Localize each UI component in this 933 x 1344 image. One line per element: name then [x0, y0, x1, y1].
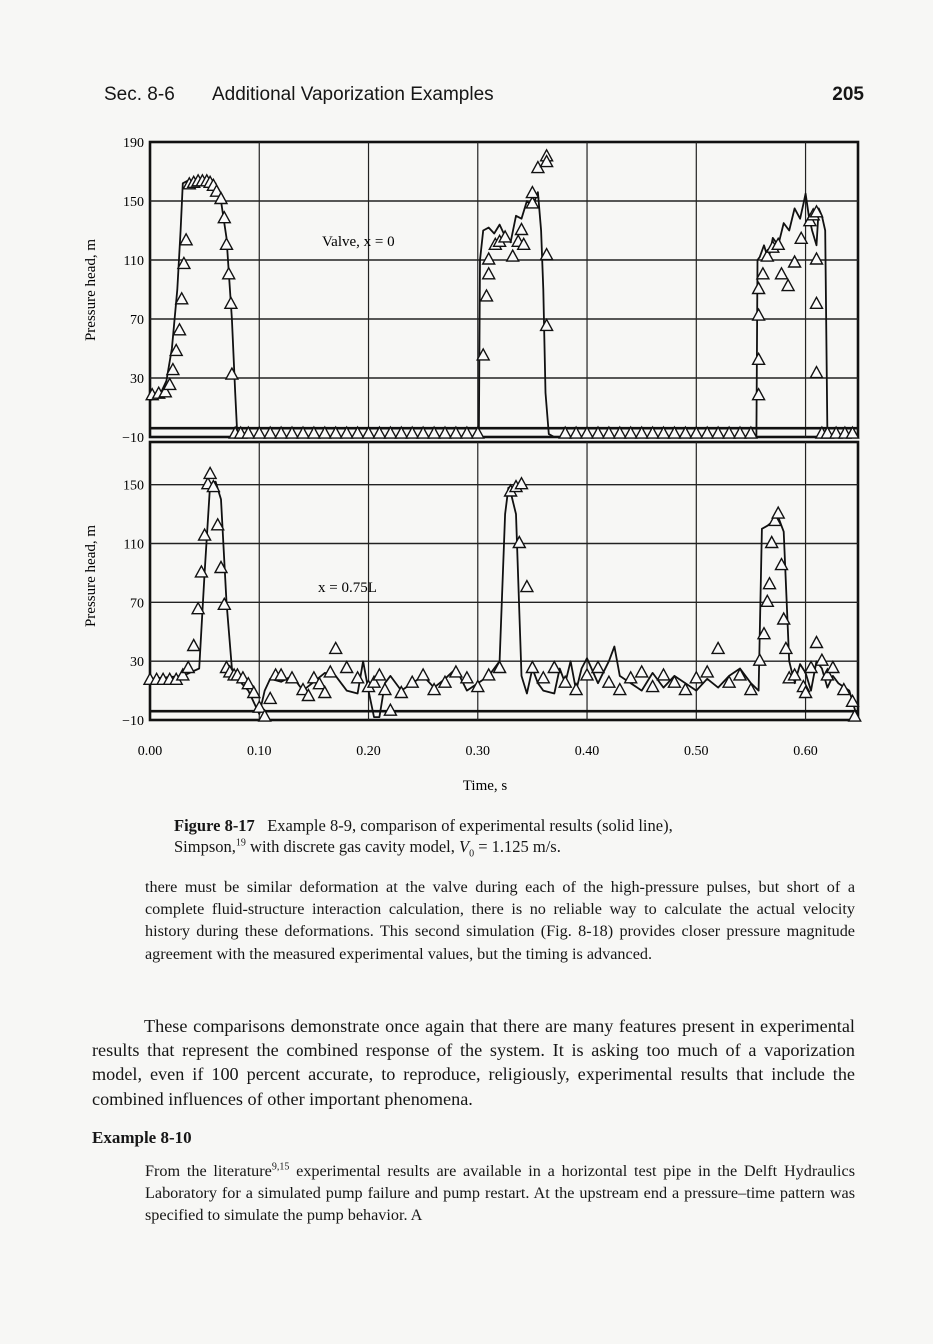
x-tick-label: 0.30 [465, 744, 491, 759]
upper-y-tick-label: 150 [123, 195, 144, 210]
lower-model-point [521, 581, 533, 592]
para3-text-b: experimental results are available in a horizontal test pipe in the Delft Hydraulics Laboratory for a simulated pump failure and pump restart. At the upstream end a pressure–time pattern was specified to simulate the pump behavior. A [145, 1162, 855, 1225]
upper-model-point [483, 253, 495, 264]
lower-model-point [188, 640, 200, 651]
body-paragraph-3 [145, 1160, 855, 1227]
x-tick-label: 0.40 [574, 744, 600, 759]
lower-model-point [603, 676, 615, 687]
x-axis-label: Time, s [462, 778, 508, 794]
example-heading: Example 8-10 [92, 1128, 192, 1147]
lower-model-point [537, 672, 549, 683]
page-number: 205 [832, 84, 864, 105]
lower-model-point [723, 676, 735, 687]
upper-panel-valve [122, 136, 858, 446]
caption-text-2a: Simpson, [174, 837, 236, 856]
upper-model-point [225, 297, 237, 308]
upper-model-point [789, 256, 801, 267]
x-tick-label: 0.50 [684, 744, 709, 759]
upper-y-tick-label: −10 [122, 431, 144, 446]
upper-plot-frame [150, 142, 858, 437]
upper-model-point [811, 297, 823, 308]
lower-model-point [712, 642, 724, 653]
upper-model-point [782, 280, 794, 291]
lower-model-point [754, 654, 766, 665]
upper-model-point [776, 268, 788, 279]
upper-model-point [221, 238, 233, 249]
lower-model-point [379, 684, 391, 695]
lower-model-point [199, 529, 211, 540]
lower-model-point [204, 467, 216, 478]
upper-model-point [516, 224, 528, 235]
upper-y-axis-label: Pressure head, m [83, 238, 99, 342]
upper-experimental-line [150, 180, 858, 437]
upper-model-point [481, 290, 493, 301]
figure-caption [174, 815, 734, 860]
upper-model-point [223, 268, 235, 279]
upper-model-point [526, 187, 538, 198]
upper-y-tick-label: 30 [130, 372, 144, 387]
upper-panel-annotation: Valve, x = 0 [322, 234, 395, 250]
body-paragraph-2: These comparisons demonstrate once again that there are many features present in experimental results that represent the combined response of the system. It is asking too much of a vaporization model, even if 100 percent accurate, to reproduce, religiously, experimental results that include the combined influences of other important phenomena. [92, 1016, 855, 1109]
upper-model-point [180, 234, 192, 245]
caption-variable-subscript: 0 [469, 848, 475, 860]
lower-model-point [592, 662, 604, 673]
upper-model-point [218, 212, 230, 223]
upper-model-point [483, 268, 495, 279]
caption-text-2b: with discrete gas cavity model, [245, 837, 459, 856]
upper-model-point [226, 368, 238, 379]
lower-model-point [182, 662, 194, 673]
lower-model-point [218, 598, 230, 609]
upper-model-point [541, 319, 553, 330]
lower-y-tick-label: 150 [123, 478, 144, 494]
lower-model-point [647, 681, 659, 692]
upper-y-tick-label: 110 [123, 254, 144, 269]
x-tick-label: 0.20 [356, 744, 381, 759]
lower-model-point [780, 642, 792, 653]
lower-y-tick-label: −10 [122, 714, 144, 729]
lower-model-point [417, 669, 429, 680]
lower-model-point [636, 666, 648, 677]
lower-y-tick-label: 70 [130, 596, 144, 612]
lower-model-point [772, 507, 784, 518]
lower-panel-075L [122, 442, 861, 729]
lower-model-point [764, 578, 776, 589]
lower-model-point [341, 662, 353, 673]
upper-model-point [174, 324, 186, 335]
lower-model-point [330, 642, 342, 653]
lower-model-point [373, 669, 385, 680]
lower-model-point [406, 676, 418, 687]
lower-model-point [581, 669, 593, 680]
lower-model-point [745, 684, 757, 695]
upper-model-point [811, 367, 823, 378]
upper-model-point [753, 353, 765, 364]
para3-text-a: From the literature [145, 1162, 272, 1180]
caption-variable: V [458, 837, 470, 856]
lower-model-point [701, 666, 713, 677]
lower-model-point [570, 684, 582, 695]
upper-model-point [507, 250, 519, 261]
lower-model-point [658, 669, 670, 680]
lower-model-point [614, 684, 626, 695]
lower-y-axis-label: Pressure head, m [83, 524, 99, 628]
section-number: Sec. 8-6 [104, 84, 175, 105]
lower-model-point [513, 537, 525, 548]
lower-y-tick-label: 110 [123, 537, 144, 553]
caption-text-2c: = 1.125 m/s. [474, 837, 561, 856]
lower-model-point [766, 537, 778, 548]
upper-model-point [811, 253, 823, 264]
upper-model-point [757, 268, 769, 279]
lower-model-point [384, 704, 396, 715]
upper-model-point [753, 389, 765, 400]
x-tick-label: 0.60 [793, 744, 818, 759]
x-axis [138, 744, 818, 759]
lower-model-point [264, 692, 276, 703]
upper-model-point [753, 309, 765, 320]
section-title: Additional Vaporization Examples [212, 84, 494, 105]
upper-model-point [753, 283, 765, 294]
para3-reference: 9,15 [271, 1161, 290, 1173]
lower-plot-frame [150, 442, 858, 720]
x-tick-label: 0.00 [137, 744, 163, 759]
lower-model-point [526, 662, 538, 673]
lower-model-point [816, 654, 828, 665]
caption-reference: 19 [235, 837, 246, 849]
lower-model-point [827, 662, 839, 673]
lower-model-point [811, 637, 823, 648]
lower-panel-annotation: x = 0.75L [318, 580, 377, 596]
lower-y-tick-label: 30 [130, 655, 144, 671]
upper-y-tick-label: 190 [123, 136, 144, 151]
body-paragraph-1: there must be similar deformation at the valve during each of the high-pressure pulses, but short of a complete fluid-structure interaction calculation, there is no reliable way to calculate the actual velocity history during these deformations. This second simulation (Fig. 8-18) provides closer pressure magnitude agreement with the measured experimental values, but the timing is advanced. [145, 878, 855, 963]
figure-label: Figure 8-17 [174, 816, 255, 835]
caption-text-1: Example 8-9, comparison of experimental results (solid line), [267, 816, 673, 835]
lower-model-point [761, 595, 773, 606]
lower-model-point [324, 666, 336, 677]
x-tick-label: 0.10 [247, 744, 272, 759]
upper-y-tick-label: 70 [130, 313, 144, 328]
lower-model-point [548, 662, 560, 673]
lower-model-point [559, 676, 571, 687]
